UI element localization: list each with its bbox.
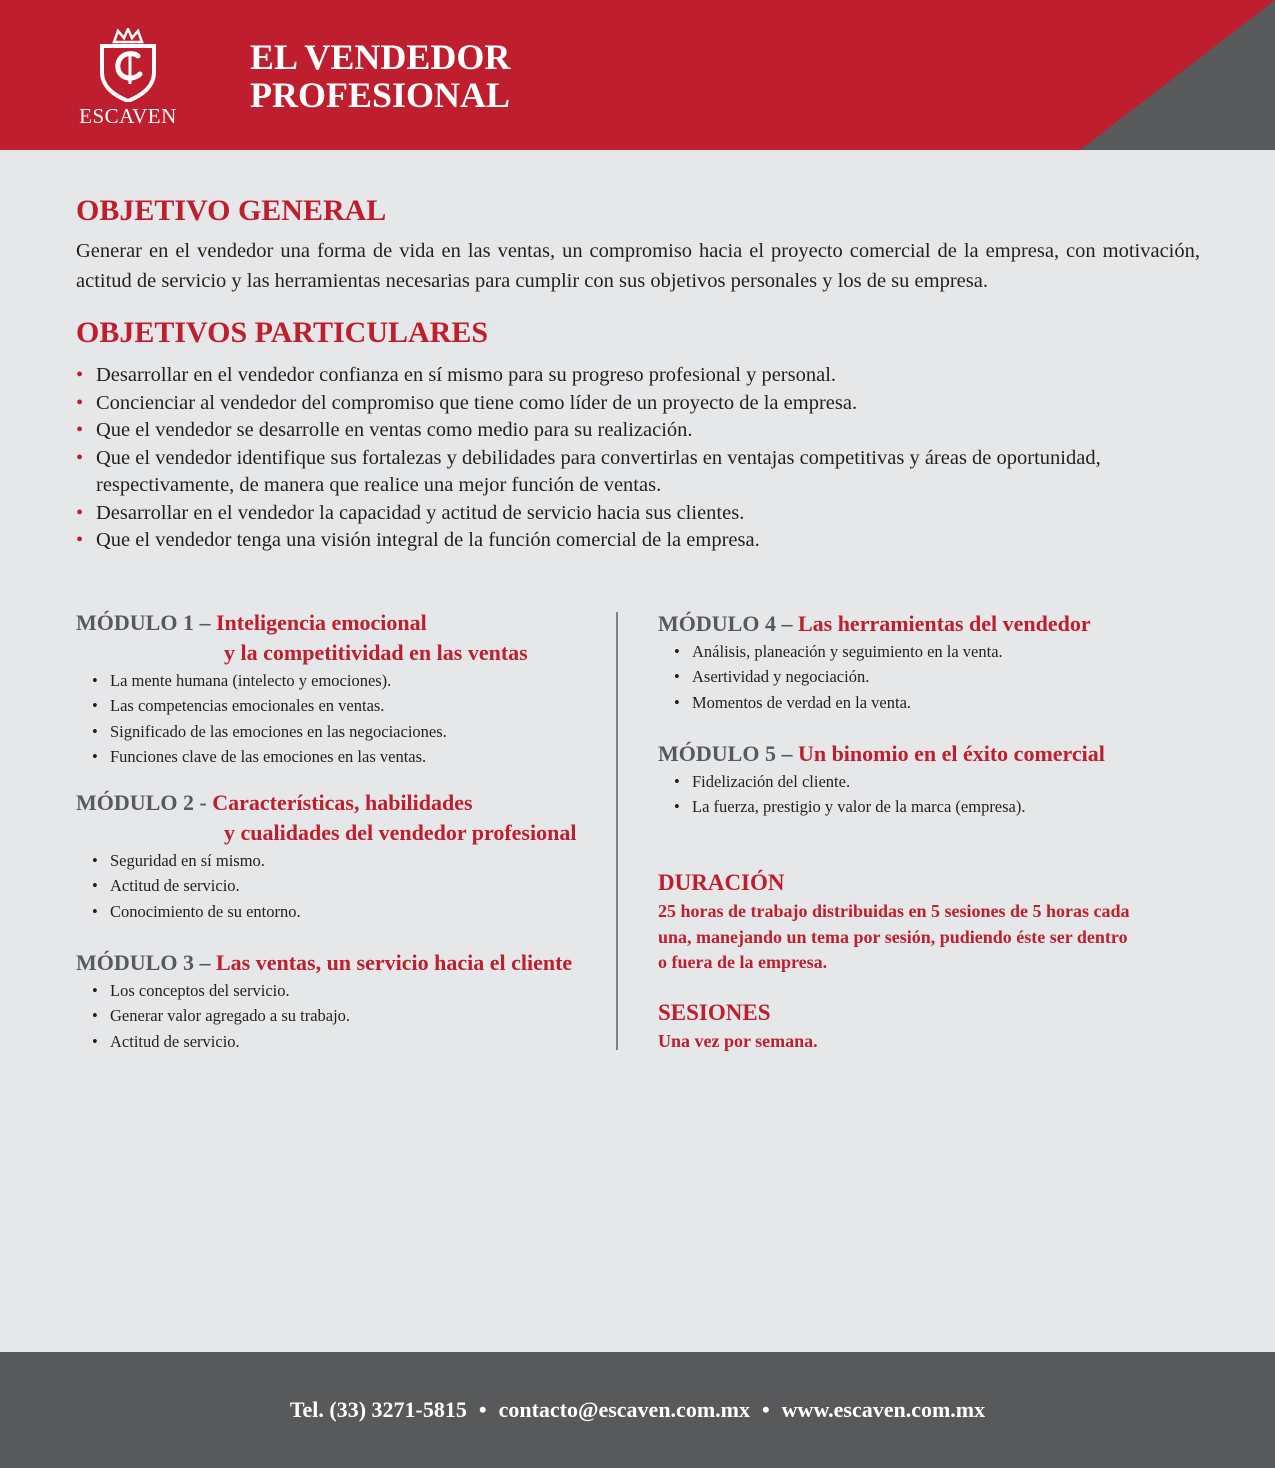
sesiones-value: Una vez por semana.: [658, 1031, 818, 1051]
footer-separator: •: [478, 1397, 487, 1422]
module-3-items: [76, 978, 572, 1054]
list-item: • Momentos de verdad en la venta.: [658, 690, 1091, 715]
list-item: • Concienciar al vendedor del compromiso que tiene como líder de un proyecto de la empresa.: [76, 390, 1206, 418]
list-item: • Desarrollar en el vendedor confianza en sí mismo para su progreso profesional y personal.: [76, 362, 1206, 390]
module-3-heading: [76, 948, 572, 978]
objetivo-general-text: Generar en el vendedor una forma de vida en las ventas, un compromiso hacia el proyecto comercial de la empresa, con motivación, actitud de servicio y las herramientas necesarias para cumplir con sus objetivos personales y los de su empresa.: [76, 240, 1200, 292]
list-item: • Actitud de servicio.: [76, 1029, 572, 1054]
module-2-name: Características, habilidades: [212, 790, 473, 815]
header-corner-decoration: [0, 0, 1275, 150]
module-4: [658, 609, 1091, 715]
list-item: • Fidelización del cliente.: [658, 769, 1105, 794]
module-2-name-line2: y cualidades del vendedor profesional: [224, 820, 577, 845]
footer-email-link[interactable]: contacto@escaven.com.mx: [498, 1397, 750, 1422]
duracion-line: una, manejando un tema por sesión, pudiendo éste ser dentro: [658, 926, 1128, 947]
duracion-line: o fuera de la empresa.: [658, 952, 828, 972]
module-1-name-line2: y la competitividad en las ventas: [224, 640, 528, 665]
list-item: • Los conceptos del servicio.: [76, 978, 572, 1003]
module-1-items: [76, 668, 528, 769]
list-item: • Generar valor agregado a su trabajo.: [76, 1003, 572, 1028]
module-4-items: [658, 639, 1091, 715]
module-5-name: Un binomio en el éxito comercial: [797, 741, 1105, 766]
module-1: [76, 608, 528, 769]
module-1-heading: [76, 608, 528, 668]
module-5-label: MÓDULO 5 –: [658, 741, 798, 766]
module-3-name: Las ventas, un servicio hacia el cliente: [215, 950, 573, 975]
module-1-label: MÓDULO 1 –: [76, 610, 216, 635]
module-2-heading: [76, 788, 576, 848]
list-item: • Las competencias emocionales en ventas.: [76, 693, 528, 718]
module-5: [658, 739, 1105, 820]
footer-contact-bar: [0, 1352, 1275, 1468]
module-4-name: Las herramientas del vendedor: [797, 611, 1091, 636]
module-4-heading: [658, 609, 1091, 639]
module-1-name: Inteligencia emocional: [215, 610, 427, 635]
objetivos-particulares-list: [76, 362, 1206, 555]
footer-phone[interactable]: Tel. (33) 3271-5815: [289, 1397, 467, 1422]
list-item: • Asertividad y negociación.: [658, 664, 1091, 689]
header-banner: [0, 0, 1275, 150]
module-2: [76, 788, 576, 924]
module-5-heading: [658, 739, 1105, 769]
module-3-label: MÓDULO 3 –: [76, 950, 216, 975]
list-item: • Funciones clave de las emociones en las ventas.: [76, 744, 528, 769]
duracion-line: 25 horas de trabajo distribuidas en 5 sesiones de 5 horas cada: [658, 901, 1130, 921]
list-item: • Significado de las emociones en las negociaciones.: [76, 719, 528, 744]
list-item: • Desarrollar en el vendedor la capacidad y actitud de servicio hacia sus clientes.: [76, 500, 1206, 528]
page-title-line2: PROFESIONAL: [250, 75, 511, 115]
list-item: • La fuerza, prestigio y valor de la marca (empresa).: [658, 794, 1105, 819]
duracion-text: [658, 899, 1130, 976]
list-item: • Que el vendedor tenga una visión integral de la función comercial de la empresa.: [76, 527, 1206, 555]
escaven-logo: [72, 28, 184, 132]
crown-crest-icon: [96, 28, 160, 102]
list-item: • Seguridad en sí mismo.: [76, 848, 576, 873]
duracion-title: DURACIÓN: [658, 870, 785, 895]
module-5-items: [658, 769, 1105, 820]
sesiones-text: [658, 1029, 818, 1055]
objetivos-particulares-title: OBJETIVOS PARTICULARES: [76, 316, 489, 349]
list-item: • Actitud de servicio.: [76, 873, 576, 898]
module-2-label: MÓDULO 2 -: [76, 790, 213, 815]
footer-website-link[interactable]: www.escaven.com.mx: [781, 1397, 986, 1422]
module-2-items: [76, 848, 576, 924]
list-item: • Análisis, planeación y seguimiento en la venta.: [658, 639, 1091, 664]
module-4-label: MÓDULO 4 –: [658, 611, 798, 636]
sesiones-title: SESIONES: [658, 1000, 771, 1025]
list-item: • Conocimiento de su entorno.: [76, 899, 576, 924]
list-item: • Que el vendedor identifique sus fortalezas y debilidades para convertirlas en ventajas competitivas y áreas de oportunidad, respectivamente, de manera que realice una mejor función de ventas.: [76, 445, 1206, 500]
list-item: • La mente humana (intelecto y emociones).: [76, 668, 528, 693]
page-title-line1: EL VENDEDOR: [250, 37, 511, 77]
page-title: [250, 38, 510, 114]
logo-wordmark: ESCAVEN: [79, 104, 177, 128]
column-divider: [616, 612, 618, 1050]
module-3: [76, 948, 572, 1054]
list-item: • Que el vendedor se desarrolle en ventas como medio para su realización.: [76, 417, 1206, 445]
objetivo-general-title: OBJETIVO GENERAL: [76, 194, 387, 227]
footer-separator: •: [761, 1397, 770, 1422]
